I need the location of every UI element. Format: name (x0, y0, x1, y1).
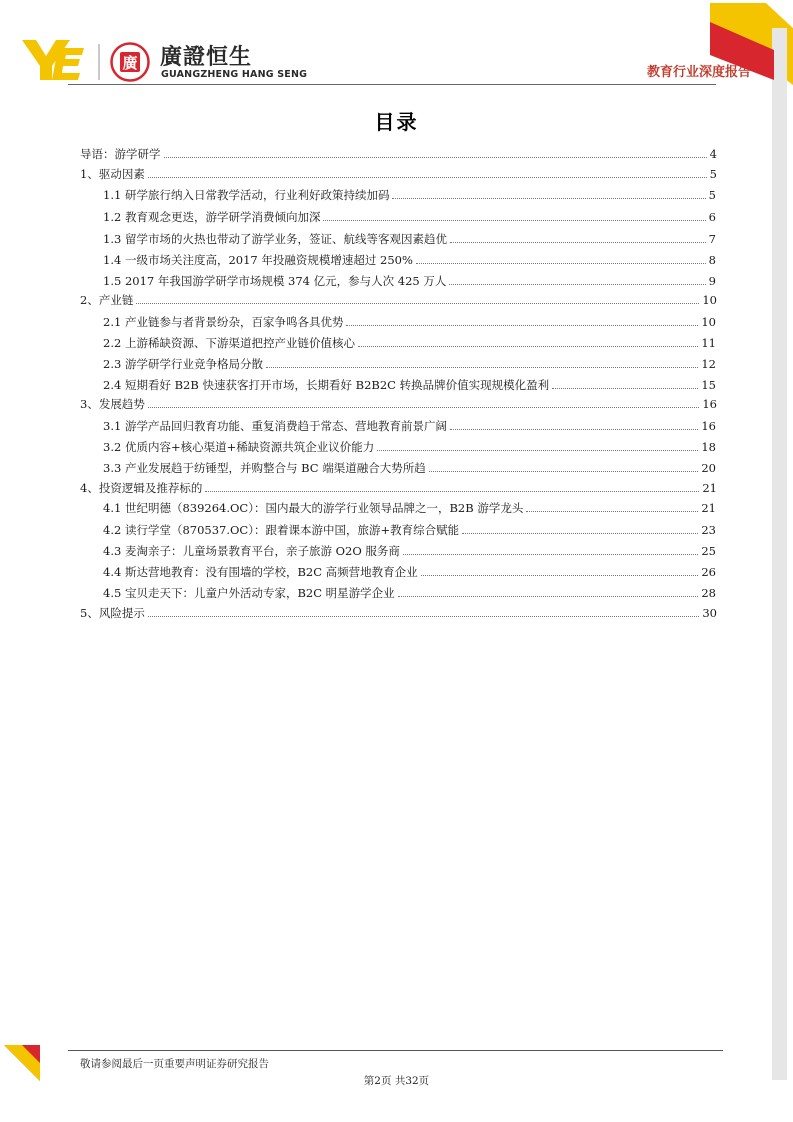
toc-leader-dots (449, 284, 705, 285)
toc-leader-dots (164, 157, 707, 158)
toc-entry[interactable] (80, 141, 717, 161)
toc-leader-dots (429, 471, 699, 472)
toc-entry-label: 1.3 留学市场的火热也带动了游学业务，签证、航线等客观因素趋优 (103, 232, 447, 246)
toc-entry-label: 1、驱动因素 (80, 167, 145, 181)
toc-entry-page: 10 (701, 315, 716, 329)
toc-leader-dots (552, 388, 698, 389)
toc-leader-dots (416, 263, 706, 264)
toc-entry-page: 30 (702, 606, 717, 620)
toc-entry-page: 25 (701, 544, 716, 558)
toc-entry-label: 3.3 产业发展趋于纺锤型，并购整合与 BC 端渠道融合大势所趋 (103, 461, 426, 475)
toc-entry-label: 1.5 2017 年我国游学研学市场规模 374 亿元，参与人次 425 万人 (103, 274, 447, 288)
toc-entry[interactable] (80, 161, 717, 181)
toc-entry-label: 4.1 世纪明德（839264.OC）：国内最大的游学行业领导品牌之一，B2B 游学龙头 (103, 501, 524, 515)
logo-divider (98, 44, 100, 80)
toc-leader-dots (421, 575, 699, 576)
page-number: 第2页 共32页 (363, 1075, 430, 1087)
toc-entry-label: 1.1 研学旅行纳入日常教学活动，行业利好政策持续加码 (103, 188, 390, 202)
toc-entry-label: 5、风险提示 (80, 606, 145, 620)
toc-entry-label: 1.4 一级市场关注度高，2017 年投融资规模增速超过 250% (103, 253, 413, 267)
toc-entry-page: 4 (709, 147, 717, 161)
toc-leader-dots (450, 242, 706, 243)
toc-leader-dots (377, 450, 698, 451)
toc-entry-label: 2、产业链 (80, 293, 134, 307)
toc-leader-dots (403, 554, 698, 555)
toc-leader-dots (205, 491, 699, 492)
toc-entry-label: 3、发展趋势 (80, 397, 145, 411)
toc-leader-dots (148, 177, 707, 178)
toc-leader-dots (450, 429, 698, 430)
toc-entry-page: 16 (702, 397, 717, 411)
toc-entry-page: 9 (708, 274, 716, 288)
toc-entry-label: 4.4 斯达营地教育：没有围墙的学校，B2C 高频营地教育企业 (103, 565, 418, 579)
report-type-label: 教育行业深度报告 (646, 65, 751, 80)
toc-entry[interactable] (103, 204, 716, 224)
toc-entry[interactable] (80, 475, 717, 495)
toc-entry-page: 5 (708, 188, 716, 202)
brand-name-cn: 廣證恒生 (160, 45, 253, 70)
toc-entry-page: 26 (701, 565, 716, 579)
toc-entry[interactable] (103, 559, 716, 579)
guangzheng-seal-icon (108, 42, 152, 82)
toc-entry-label: 4.2 读行学堂（870537.OC）：跟着课本游中国，旅游+教育综合赋能 (103, 523, 460, 537)
toc-entry-label: 1.2 教育观念更迭，游学研学消费倾向加深 (103, 210, 321, 224)
toc-entry-page: 5 (709, 167, 717, 181)
toc-entry-page: 8 (708, 253, 716, 267)
toc-entry[interactable] (103, 413, 716, 433)
seal-glyph: 廣 (122, 54, 138, 72)
toc-entry-label: 4.3 麦淘亲子：儿童场景教育平台，亲子旅游 O2O 服务商 (103, 544, 400, 558)
toc-entry-page: 21 (701, 501, 716, 515)
toc-entry[interactable] (103, 538, 716, 558)
toc-entry[interactable] (103, 330, 716, 350)
toc-entry-page: 28 (701, 586, 716, 600)
toc-entry-label: 2.3 游学研学行业竞争格局分散 (103, 357, 263, 371)
footer-divider (68, 1050, 723, 1051)
toc-leader-dots (392, 198, 705, 199)
toc-entry-page: 16 (701, 419, 716, 433)
toc-entry-label: 4、投资逻辑及推荐标的 (80, 481, 203, 495)
toc-entry-page: 18 (701, 440, 716, 454)
toc-leader-dots (323, 220, 705, 221)
toc-leader-dots (346, 325, 698, 326)
toc-entry[interactable] (103, 580, 716, 600)
toc-entry[interactable] (103, 495, 716, 515)
corner-decoration-icon (708, 0, 793, 1080)
toc-title: 目录 (374, 110, 419, 134)
toc-entry-label: 2.1 产业链参与者背景纷杂，百家争鸣各具优势 (103, 315, 344, 329)
toc-entry[interactable] (103, 268, 716, 288)
toc-entry[interactable] (103, 309, 716, 329)
toc-entry-page: 12 (701, 357, 716, 371)
toc-entry-label: 2.4 短期看好 B2B 快速获客打开市场，长期看好 B2B2C 转换品牌价值实现规模化盈利 (103, 378, 550, 392)
toc-leader-dots (266, 367, 698, 368)
ye-logo-icon (22, 40, 84, 80)
toc-entry[interactable] (103, 372, 716, 392)
toc-leader-dots (462, 533, 698, 534)
toc-leader-dots (358, 346, 698, 347)
toc-entry-page: 7 (708, 232, 716, 246)
toc-entry-label: 2.2 上游稀缺资源、下游渠道把控产业链价值核心 (103, 336, 355, 350)
toc-entry[interactable] (103, 351, 716, 371)
toc-entry[interactable] (80, 391, 717, 411)
toc-entry-page: 20 (701, 461, 716, 475)
toc-entry[interactable] (80, 600, 717, 620)
toc-leader-dots (148, 616, 700, 617)
toc-entry-label: 3.1 游学产品回归教育功能、重复消费趋于常态、营地教育前景广阔 (103, 419, 447, 433)
toc-entry[interactable] (103, 182, 716, 202)
toc-entry-label: 导语：游学研学 (80, 147, 161, 161)
toc-entry[interactable] (103, 247, 716, 267)
toc-entry-page: 15 (701, 378, 716, 392)
toc-entry-page: 21 (702, 481, 717, 495)
toc-entry[interactable] (103, 226, 716, 246)
toc-entry-label: 3.2 优质内容+核心渠道+稀缺资源共筑企业议价能力 (103, 440, 375, 454)
toc-leader-dots (526, 511, 698, 512)
footer-disclaimer: 敬请参阅最后一页重要声明证券研究报告 (80, 1058, 269, 1070)
header-divider (68, 84, 716, 85)
toc-leader-dots (398, 596, 699, 597)
toc-entry-page: 6 (708, 210, 716, 224)
brand-name-en: GUANGZHENG HANG SENG (161, 69, 308, 80)
toc-entry[interactable] (103, 517, 716, 537)
toc-entry-page: 10 (702, 293, 717, 307)
toc-entry-label: 4.5 宝贝走天下：儿童户外活动专家，B2C 明星游学企业 (103, 586, 395, 600)
toc-entry-page: 11 (701, 336, 716, 350)
toc-entry[interactable] (103, 455, 716, 475)
toc-entry[interactable] (103, 434, 716, 454)
toc-entry[interactable] (80, 287, 717, 307)
toc-entry-page: 23 (701, 523, 716, 537)
toc-leader-dots (136, 303, 699, 304)
toc-leader-dots (148, 407, 700, 408)
